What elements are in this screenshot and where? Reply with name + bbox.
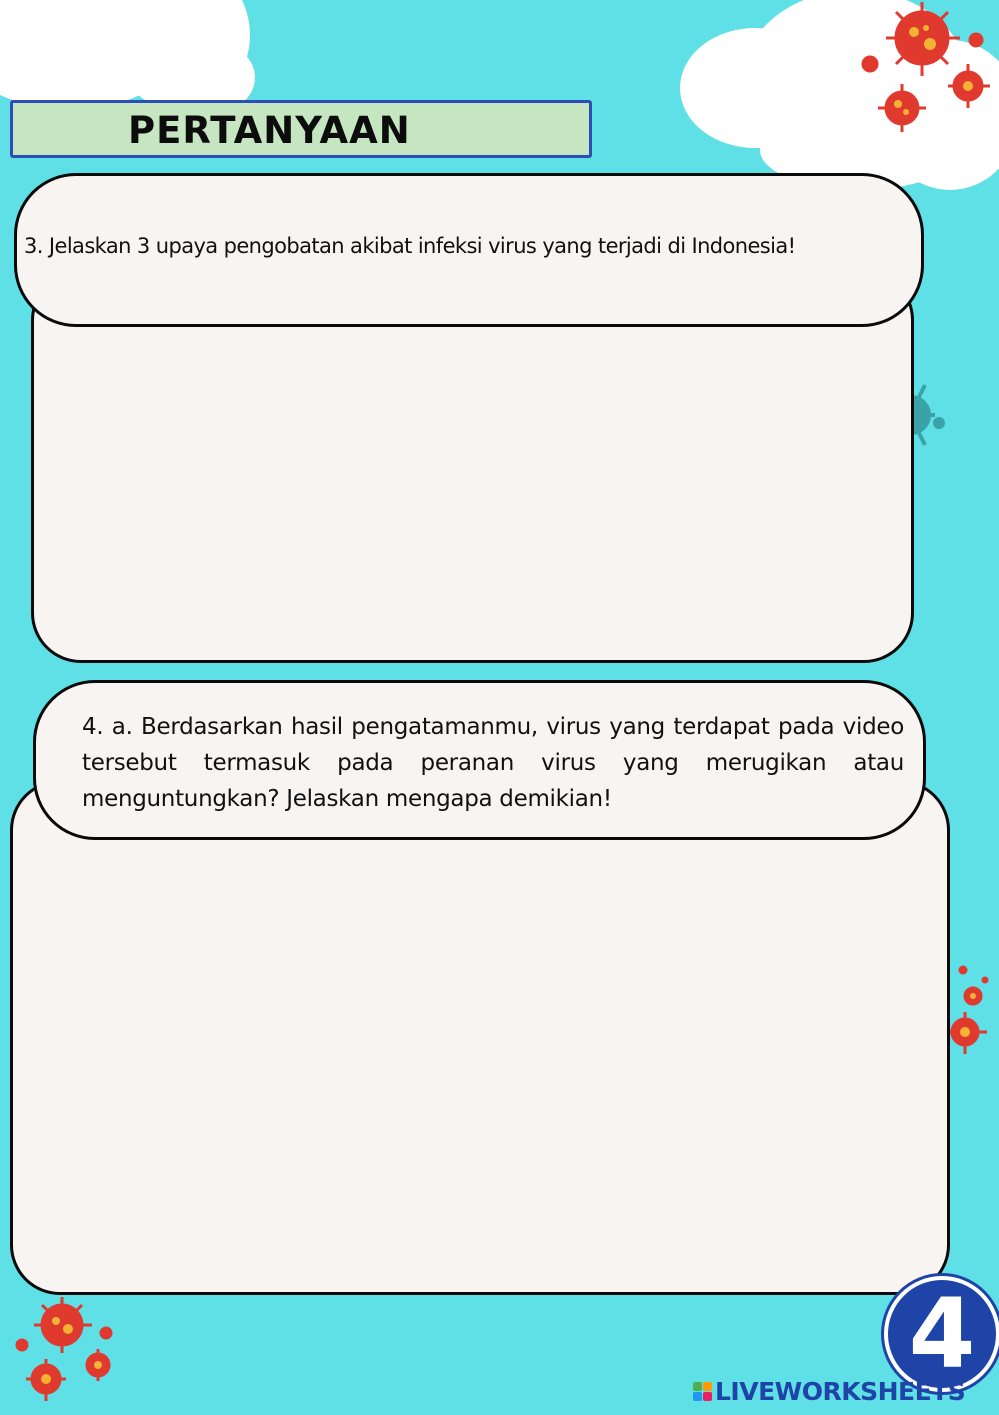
- page-title: PERTANYAAN: [128, 109, 411, 152]
- page-number-badge: [884, 1276, 999, 1392]
- virus-icon: [850, 0, 999, 140]
- answer-box-3[interactable]: [31, 270, 914, 663]
- watermark-text: LIVEWORKSHEETS: [715, 1376, 966, 1406]
- page-number: 4: [908, 1278, 976, 1390]
- virus-icon: [945, 960, 999, 1060]
- title-banner: [10, 100, 592, 158]
- question-3-text: 3. Jelaskan 3 upaya pengobatan akibat infeksi virus yang terjadi di Indonesia!: [24, 234, 796, 258]
- liveworksheets-watermark: [693, 1376, 965, 1406]
- liveworksheets-logo-icon: [693, 1382, 712, 1401]
- question-4-text: 4. a. Berdasarkan hasil pengatamanmu, virus yang terdapat pada video tersebut termasuk pada peranan virus yang merugikan atau menguntungkan? Jelaskan mengapa demikian!: [82, 714, 904, 812]
- question-box-3: [14, 173, 924, 327]
- question-box-4: [33, 680, 926, 840]
- virus-icon: [10, 1295, 120, 1405]
- answer-box-4[interactable]: [10, 780, 950, 1295]
